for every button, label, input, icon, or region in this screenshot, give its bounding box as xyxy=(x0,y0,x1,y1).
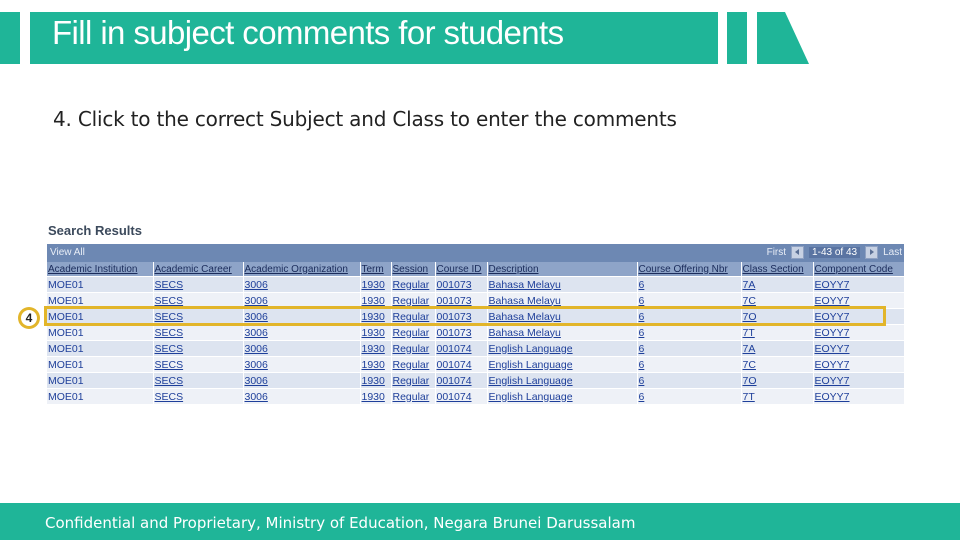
table-cell-link[interactable]: MOE01 xyxy=(47,389,153,405)
table-row[interactable] xyxy=(47,325,904,341)
table-cell-link[interactable]: EOYY7 xyxy=(813,341,904,357)
table-cell-link[interactable]: SECS xyxy=(153,341,243,357)
header-accent-triangle xyxy=(757,12,809,64)
table-cell-link[interactable]: Bahasa Melayu xyxy=(487,309,637,325)
table-cell-link[interactable]: 6 xyxy=(637,309,741,325)
table-cell-link[interactable]: EOYY7 xyxy=(813,293,904,309)
table-cell-link[interactable]: 6 xyxy=(637,277,741,293)
table-cell-link[interactable]: EOYY7 xyxy=(813,325,904,341)
table-cell-link[interactable]: 7A xyxy=(741,341,813,357)
column-header[interactable]: Academic Institution xyxy=(47,262,153,277)
table-cell-link[interactable]: Regular xyxy=(391,341,435,357)
table-row[interactable] xyxy=(47,309,904,325)
column-header[interactable]: Course Offering Nbr xyxy=(637,262,741,277)
table-cell-link[interactable]: SECS xyxy=(153,357,243,373)
table-cell-link[interactable]: 1930 xyxy=(360,277,391,293)
table-cell-link[interactable]: EOYY7 xyxy=(813,277,904,293)
table-cell-link[interactable]: 6 xyxy=(637,293,741,309)
table-cell-link[interactable]: 3006 xyxy=(243,373,360,389)
table-cell-link[interactable]: Regular xyxy=(391,357,435,373)
header-accent-strip xyxy=(0,12,20,64)
table-body xyxy=(47,277,904,405)
table-cell-link[interactable]: 1930 xyxy=(360,373,391,389)
table-row[interactable] xyxy=(47,373,904,389)
table-cell-link[interactable]: Bahasa Melayu xyxy=(487,325,637,341)
table-cell-link[interactable]: English Language xyxy=(487,341,637,357)
table-cell-link[interactable]: 001074 xyxy=(435,341,487,357)
grid-navigation-bar xyxy=(47,244,904,262)
step-number: 4 xyxy=(21,310,37,326)
table-cell-link[interactable]: 001074 xyxy=(435,389,487,405)
table-cell-link[interactable]: SECS xyxy=(153,373,243,389)
table-cell-link[interactable]: 7O xyxy=(741,373,813,389)
footer-text: Confidential and Proprietary, Ministry of Education, Negara Brunei Darussalam xyxy=(45,514,636,532)
table-cell-link[interactable]: 7T xyxy=(741,389,813,405)
table-cell-link[interactable]: 6 xyxy=(637,325,741,341)
table-cell-link[interactable]: Regular xyxy=(391,293,435,309)
table-cell-link[interactable]: MOE01 xyxy=(47,325,153,341)
first-link[interactable]: First xyxy=(766,247,787,258)
table-cell-link[interactable]: MOE01 xyxy=(47,341,153,357)
table-cell-link[interactable]: 7T xyxy=(741,325,813,341)
header-accent-strip-right xyxy=(727,12,747,64)
table-cell-link[interactable]: SECS xyxy=(153,389,243,405)
next-page-icon[interactable] xyxy=(865,246,878,259)
table-cell-link[interactable]: 6 xyxy=(637,341,741,357)
table-cell-link[interactable]: 001073 xyxy=(435,325,487,341)
table-cell-link[interactable]: MOE01 xyxy=(47,277,153,293)
table-cell-link[interactable]: EOYY7 xyxy=(813,309,904,325)
table-cell-link[interactable]: SECS xyxy=(153,277,243,293)
search-results-title: Search Results xyxy=(48,223,142,238)
table-cell-link[interactable]: 3006 xyxy=(243,309,360,325)
table-cell-link[interactable]: 3006 xyxy=(243,341,360,357)
table-cell-link[interactable]: 1930 xyxy=(360,325,391,341)
table-cell-link[interactable]: Regular xyxy=(391,373,435,389)
table-row[interactable] xyxy=(47,341,904,357)
table-cell-link[interactable]: 1930 xyxy=(360,293,391,309)
page-title: Fill in subject comments for students xyxy=(52,14,564,51)
table-cell-link[interactable]: 6 xyxy=(637,389,741,405)
previous-page-icon[interactable] xyxy=(791,246,804,259)
table-cell-link[interactable]: MOE01 xyxy=(47,293,153,309)
table-cell-link[interactable]: 6 xyxy=(637,357,741,373)
table-header-row xyxy=(47,262,904,277)
table-cell-link[interactable]: Regular xyxy=(391,309,435,325)
table-cell-link[interactable]: 1930 xyxy=(360,309,391,325)
table-cell-link[interactable]: 001074 xyxy=(435,373,487,389)
table-cell-link[interactable]: SECS xyxy=(153,293,243,309)
column-header[interactable]: Class Section xyxy=(741,262,813,277)
table-cell-link[interactable]: 3006 xyxy=(243,325,360,341)
table-cell-link[interactable]: 3006 xyxy=(243,389,360,405)
table-cell-link[interactable]: Regular xyxy=(391,389,435,405)
table-cell-link[interactable]: EOYY7 xyxy=(813,357,904,373)
table-cell-link[interactable]: English Language xyxy=(487,389,637,405)
column-header[interactable]: Session xyxy=(391,262,435,277)
column-header[interactable]: Term xyxy=(360,262,391,277)
table-cell-link[interactable]: 7C xyxy=(741,357,813,373)
table-cell-link[interactable]: 3006 xyxy=(243,357,360,373)
instruction-text: 4. Click to the correct Subject and Class to enter the comments xyxy=(53,107,677,131)
table-cell-link[interactable]: SECS xyxy=(153,309,243,325)
table-cell-link[interactable]: 001074 xyxy=(435,357,487,373)
table-cell-link[interactable]: 6 xyxy=(637,373,741,389)
table-cell-link[interactable]: EOYY7 xyxy=(813,389,904,405)
table-cell-link[interactable]: 1930 xyxy=(360,341,391,357)
table-cell-link[interactable]: MOE01 xyxy=(47,357,153,373)
column-header[interactable]: Academic Career xyxy=(153,262,243,277)
table-cell-link[interactable]: Regular xyxy=(391,277,435,293)
results-table xyxy=(47,262,905,404)
table-cell-link[interactable]: 001073 xyxy=(435,277,487,293)
row-range: 1-43 of 43 xyxy=(809,247,860,258)
pager xyxy=(767,246,902,259)
table-cell-link[interactable]: 001073 xyxy=(435,309,487,325)
table-row[interactable] xyxy=(47,293,904,309)
table-row[interactable] xyxy=(47,389,904,405)
table-cell-link[interactable]: Regular xyxy=(391,325,435,341)
last-link[interactable]: Last xyxy=(883,247,902,258)
column-header[interactable]: Course ID xyxy=(435,262,487,277)
table-cell-link[interactable]: SECS xyxy=(153,325,243,341)
table-cell-link[interactable]: 3006 xyxy=(243,277,360,293)
table-cell-link[interactable]: 7O xyxy=(741,309,813,325)
table-cell-link[interactable]: 7C xyxy=(741,293,813,309)
table-cell-link[interactable]: 1930 xyxy=(360,357,391,373)
table-cell-link[interactable]: 001073 xyxy=(435,293,487,309)
view-all-link[interactable]: View All xyxy=(50,247,85,258)
table-cell-link[interactable]: Bahasa Melayu xyxy=(487,277,637,293)
table-cell-link[interactable]: MOE01 xyxy=(47,309,153,325)
column-header[interactable]: Description xyxy=(487,262,637,277)
column-header[interactable]: Academic Organization xyxy=(243,262,360,277)
column-header[interactable]: Component Code xyxy=(813,262,904,277)
table-cell-link[interactable]: English Language xyxy=(487,373,637,389)
table-cell-link[interactable]: 7A xyxy=(741,277,813,293)
step-badge xyxy=(18,307,40,329)
table-cell-link[interactable]: Bahasa Melayu xyxy=(487,293,637,309)
table-cell-link[interactable]: English Language xyxy=(487,357,637,373)
table-cell-link[interactable]: 1930 xyxy=(360,389,391,405)
search-results-grid xyxy=(47,244,904,404)
table-cell-link[interactable]: 3006 xyxy=(243,293,360,309)
table-row[interactable] xyxy=(47,277,904,293)
table-row[interactable] xyxy=(47,357,904,373)
table-cell-link[interactable]: MOE01 xyxy=(47,373,153,389)
table-cell-link[interactable]: EOYY7 xyxy=(813,373,904,389)
